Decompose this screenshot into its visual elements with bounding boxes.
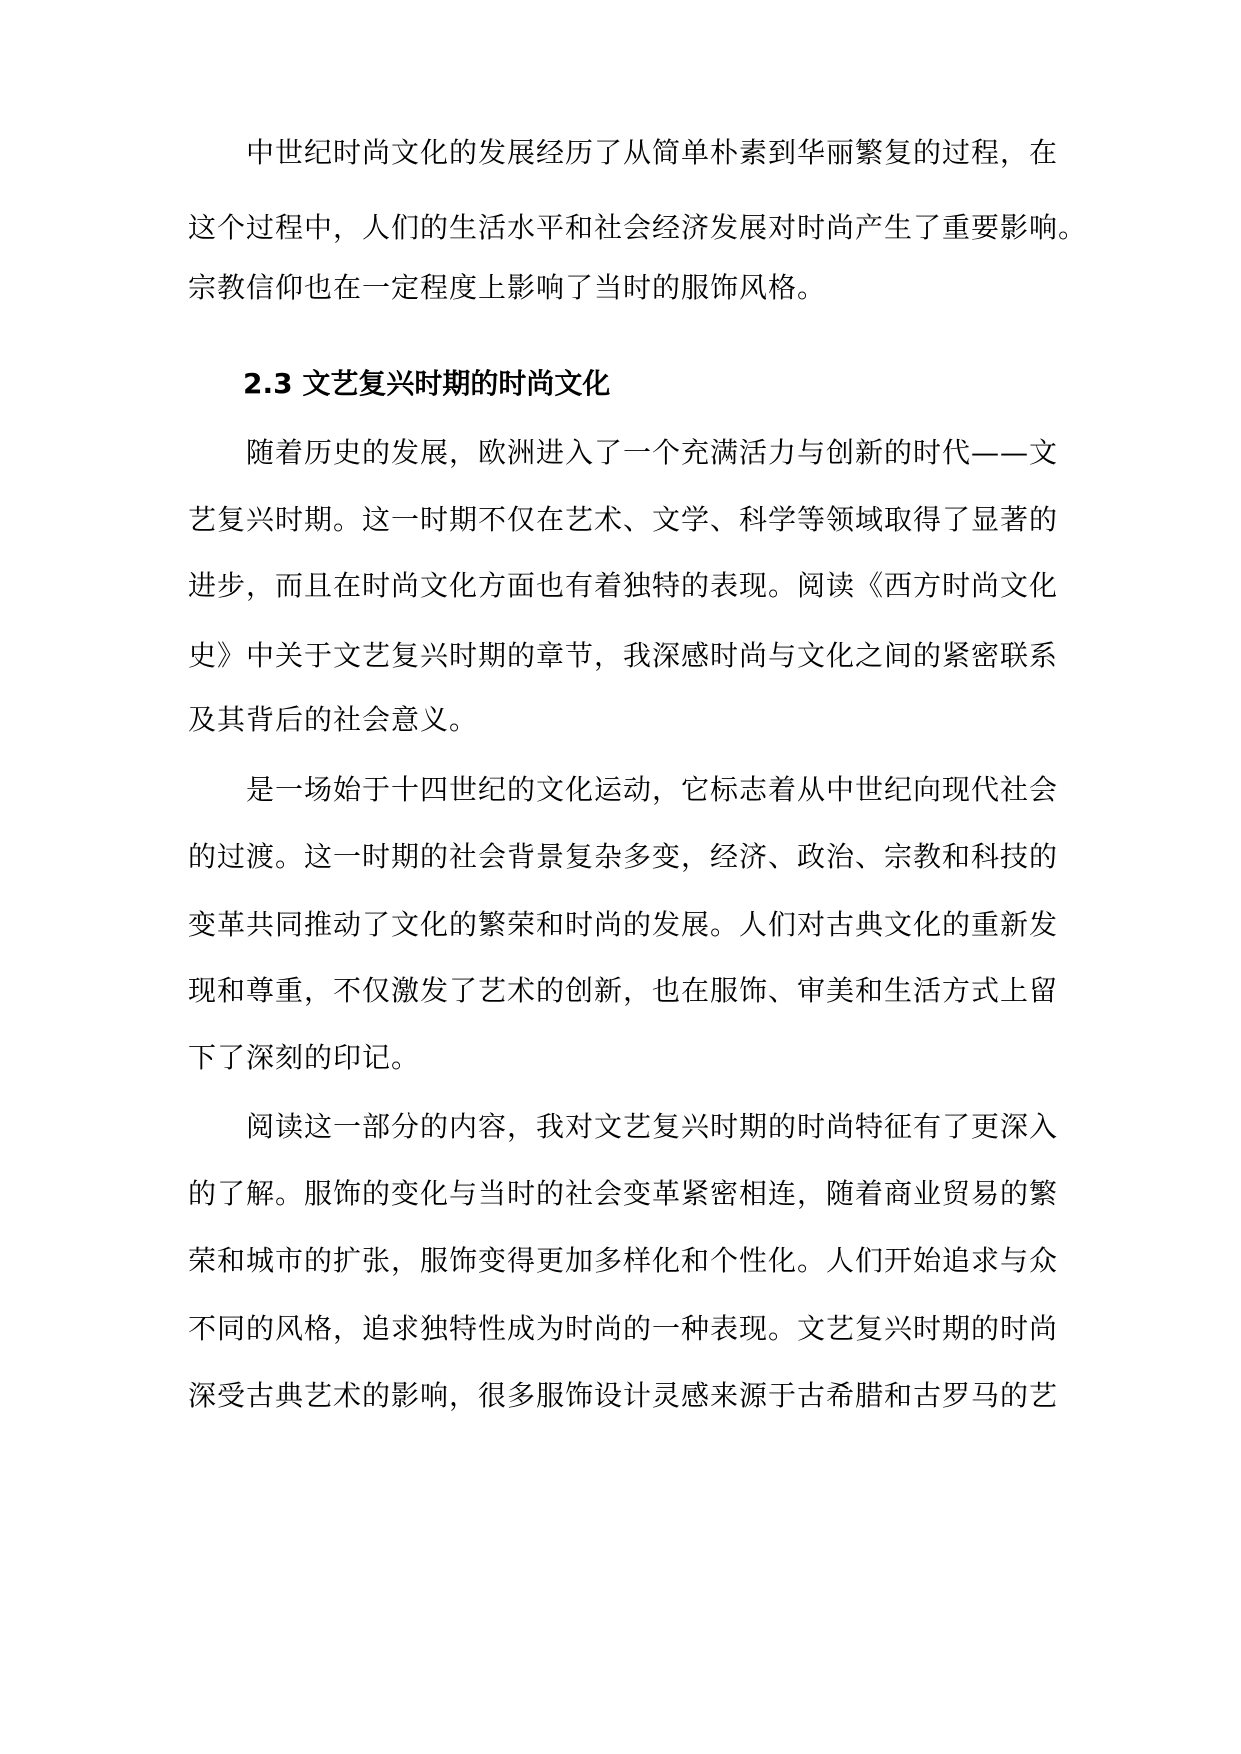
paragraph-2-line-5: 及其背后的社会意义。 — [188, 703, 479, 736]
paragraph-3-line-4: 现和尊重，不仅激发了艺术的创新，也在服饰、审美和生活方式上留 — [188, 974, 1059, 1007]
paragraph-4-line-5: 深受古典艺术的影响，很多服饰设计灵感来源于古希腊和古罗马的艺 — [188, 1379, 1059, 1412]
paragraph-1-line-2: 这个过程中，人们的生活水平和社会经济发展对时尚产生了重要影响。 — [188, 211, 1088, 244]
paragraph-4-line-1: 阅读这一部分的内容，我对文艺复兴时期的时尚特征有了更深入 — [246, 1110, 1059, 1143]
paragraph-3-line-5: 下了深刻的印记。 — [188, 1041, 421, 1074]
paragraph-2-line-4: 史》中关于文艺复兴时期的章节，我深感时尚与文化之间的紧密联系 — [188, 639, 1059, 672]
paragraph-3-line-1: 是一场始于十四世纪的文化运动，它标志着从中世纪向现代社会 — [246, 773, 1059, 806]
paragraph-1-line-1: 中世纪时尚文化的发展经历了从简单朴素到华丽繁复的过程，在 — [246, 136, 1059, 169]
paragraph-4-line-4: 不同的风格，追求独特性成为时尚的一种表现。文艺复兴时期的时尚 — [188, 1312, 1059, 1345]
paragraph-2-line-1: 随着历史的发展，欧洲进入了一个充满活力与创新的时代——文 — [246, 436, 1059, 469]
paragraph-4-line-3: 荣和城市的扩张，服饰变得更加多样化和个性化。人们开始追求与众 — [188, 1244, 1059, 1277]
paragraph-1-line-3: 宗教信仰也在一定程度上影响了当时的服饰风格。 — [188, 271, 827, 304]
section-heading: 2.3 文艺复兴时期的时尚文化 — [243, 367, 611, 400]
paragraph-3-line-2: 的过渡。这一时期的社会背景复杂多变，经济、政治、宗教和科技的 — [188, 840, 1059, 873]
paragraph-2-line-3: 进步，而且在时尚文化方面也有着独特的表现。阅读《西方时尚文化 — [188, 569, 1059, 602]
paragraph-2-line-2: 艺复兴时期。这一时期不仅在艺术、文学、科学等领域取得了显著的 — [188, 503, 1059, 536]
paragraph-4-line-2: 的了解。服饰的变化与当时的社会变革紧密相连，随着商业贸易的繁 — [188, 1177, 1059, 1210]
paragraph-3-line-3: 变革共同推动了文化的繁荣和时尚的发展。人们对古典文化的重新发 — [188, 908, 1059, 941]
